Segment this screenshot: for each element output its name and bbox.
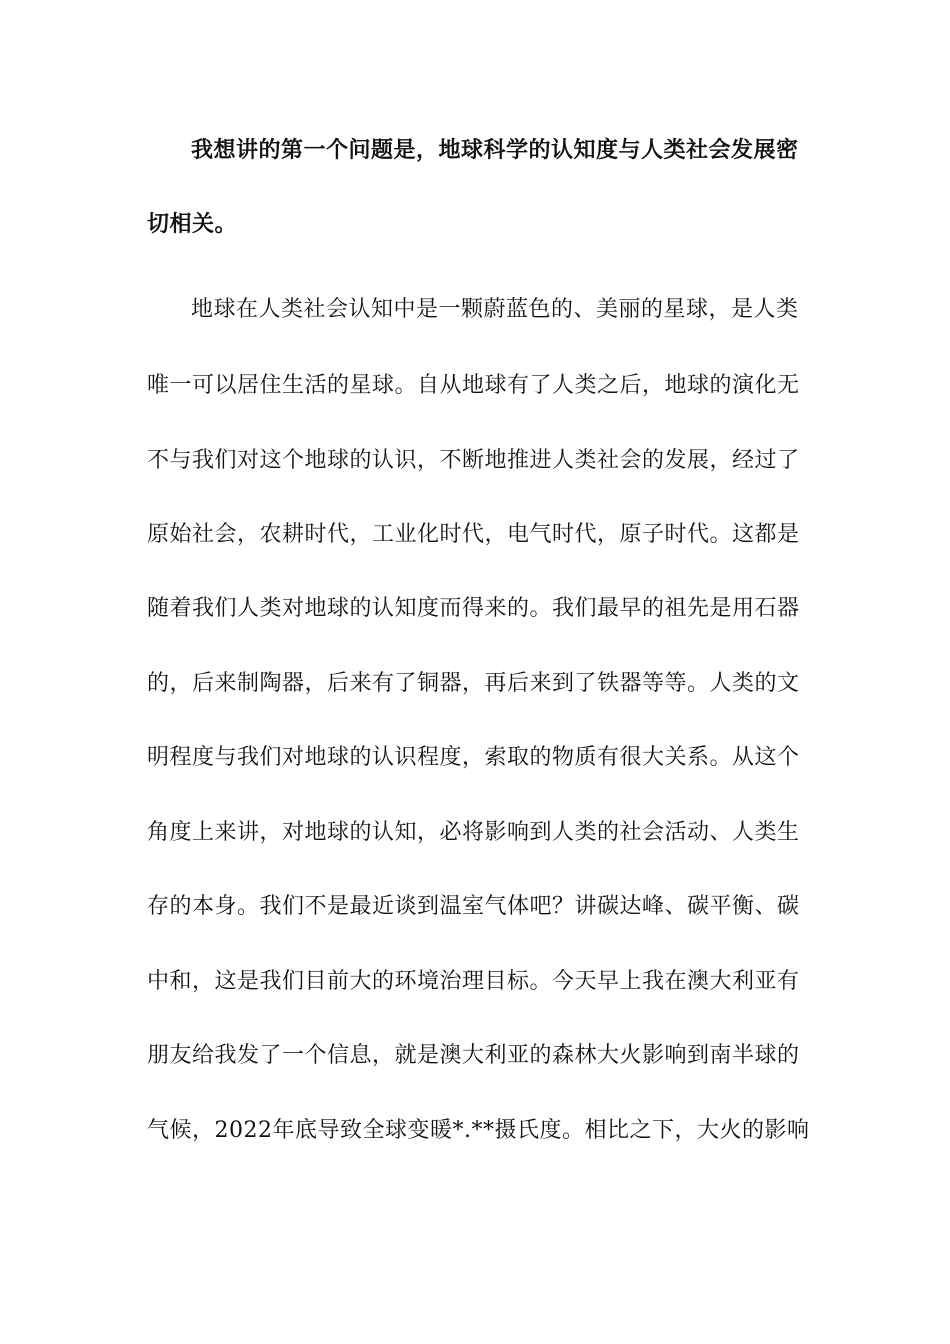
paragraph-line-6: 的，后来制陶器，后来有了铜器，再后来到了铁器等等。人类的文 xyxy=(147,671,800,696)
paragraph-line-3: 不与我们对这个地球的认识，不断地推进人类社会的发展，经过了 xyxy=(147,448,800,473)
paragraph-line-9: 存的本身。我们不是最近谈到温室气体吧？讲碳达峰、碳平衡、碳 xyxy=(147,894,800,919)
heading-line-1: 我想讲的第一个问题是，地球科学的认知度与人类社会发展密 xyxy=(191,138,799,163)
paragraph-line-10: 中和，这是我们目前大的环境治理目标。今天早上我在澳大利亚有 xyxy=(147,969,800,994)
paragraph-line-12: 气候，2022年底导致全球变暖*.**摄氏度。相比之下，大火的影响 xyxy=(147,1118,810,1143)
paragraph-line-8: 角度上来讲，对地球的认知，必将影响到人类的社会活动、人类生 xyxy=(147,820,800,845)
paragraph-line-7: 明程度与我们对地球的认识程度，索取的物质有很大关系。从这个 xyxy=(147,745,800,770)
paragraph-line-4: 原始社会，农耕时代，工业化时代，电气时代，原子时代。这都是 xyxy=(147,522,800,547)
paragraph-line-11: 朋友给我发了一个信息，就是澳大利亚的森林大火影响到南半球的 xyxy=(147,1043,800,1068)
heading-line-2: 切相关。 xyxy=(147,212,238,237)
paragraph-line-1: 地球在人类社会认知中是一颗蔚蓝色的、美丽的星球，是人类 xyxy=(191,297,799,322)
paragraph-line-2: 唯一可以居住生活的星球。自从地球有了人类之后，地球的演化无 xyxy=(147,373,800,398)
paragraph-line-5: 随着我们人类对地球的认知度而得来的。我们最早的祖先是用石器 xyxy=(147,596,800,621)
